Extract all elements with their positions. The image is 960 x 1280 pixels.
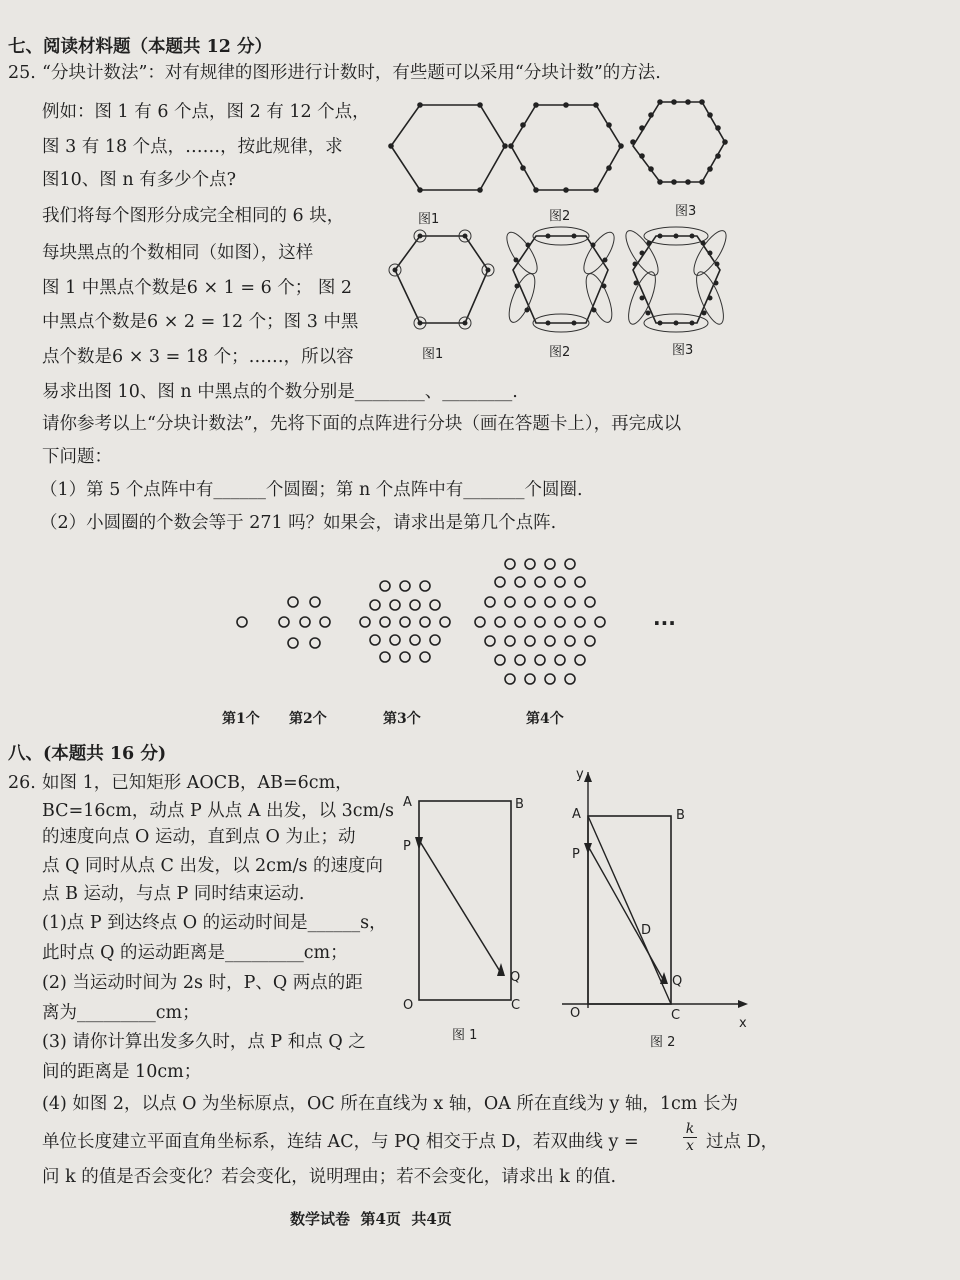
q26-line11: 间的距离是 10cm； [42, 1062, 202, 1082]
hex-top-label-3: 图3 [675, 204, 697, 219]
hex-bottom-label-1: 图1 [422, 347, 444, 362]
q26-line7: 此时点 Q 的运动距离是_________cm； [42, 943, 348, 963]
fig1-label-B: B [515, 797, 524, 812]
q25-line1: “分块计数法”：对有规律的图形进行计数时，有些题可以采用“分块计数”的方法. [42, 63, 661, 83]
section8-heading: 八、(本题共 16 分) [8, 744, 167, 764]
fig1-caption: 图 1 [452, 1028, 478, 1043]
fig1-label-Q: Q [510, 970, 521, 985]
hex-top-label-2: 图2 [549, 209, 571, 224]
q25-line12: 下问题： [42, 447, 112, 467]
q26-line2: BC=16cm，动点 P 从点 A 出发，以 3cm/s [42, 801, 395, 821]
q26-line4: 点 Q 同时从点 C 出发，以 2cm/s 的速度向 [42, 856, 384, 876]
q25-line6: 每块黑点的个数相同（如图），这样 [42, 243, 314, 263]
hexagon-figures [380, 90, 760, 370]
q26-line3: 的速度向点 O 运动，直到点 O 为止；动 [42, 827, 356, 847]
hex-bottom-label-3: 图3 [672, 343, 694, 358]
fraction-numerator: k [683, 1121, 697, 1138]
fig2-label-B: B [676, 808, 685, 823]
q26-line9: 离为_________cm； [42, 1003, 200, 1023]
q26-number: 26. [8, 773, 36, 793]
fig2-label-A: A [572, 807, 581, 822]
fig2-caption: 图 2 [650, 1035, 676, 1050]
lattice-label-3: 第3个 [383, 711, 421, 727]
page-footer: 数学试卷 第4页 共4页 [290, 1210, 452, 1228]
q25-line11: 请你参考以上“分块计数法”，先将下面的点阵进行分块（画在答题卡上），再完成以 [42, 414, 682, 434]
lattice-label-1: 第1个 [222, 711, 260, 727]
q25-sub2: （2）小圆圈的个数会等于 271 吗？如果会，请求出是第几个点阵. [40, 513, 557, 533]
section7-heading: 七、阅读材料题（本题共 12 分） [8, 37, 273, 57]
fig2-label-y: y [576, 767, 584, 782]
q25-line4: 图10、图 n 有多少个点? [42, 170, 237, 190]
q26-line13b: 过点 D， [706, 1132, 779, 1152]
q25-line10: 易求出图 10、图 n 中黑点的个数分别是________、________. [42, 382, 518, 402]
fig2-label-D: D [641, 923, 652, 938]
q25-line5: 我们将每个图形分成完全相同的 6 块， [42, 206, 345, 226]
fig1-label-O: O [403, 998, 414, 1013]
q26-line8: (2) 当运动时间为 2s 时，P、Q 两点的距 [42, 973, 363, 993]
figure-1 [398, 790, 538, 1050]
fig1-label-P: P [403, 839, 411, 854]
fraction-k-over-x [683, 1121, 697, 1154]
fraction-denominator: x [686, 1138, 694, 1154]
q25-line7: 图 1 中黑点个数是6 × 1 = 6 个； 图 2 [42, 278, 353, 298]
figure-2 [558, 768, 758, 1058]
q25-line9: 点个数是6 × 3 = 18 个；……，所以容 [42, 347, 354, 367]
q25-sub1: （1）第 5 个点阵中有______个圆圈；第 n 个点阵中有_______个圆圈. [40, 480, 583, 500]
hex-bottom-label-2: 图2 [549, 345, 571, 360]
fig1-label-C: C [511, 998, 521, 1013]
q26-line6: (1)点 P 到达终点 O 的运动时间是______s， [42, 913, 387, 933]
circle-lattices [225, 550, 705, 700]
lattice-label-4: 第4个 [526, 711, 564, 727]
q25-number: 25. [8, 63, 36, 83]
q26-line13a: 单位长度建立平面直角坐标系，连结 AC，与 PQ 相交于点 D，若双曲线 y = [42, 1132, 639, 1152]
fig2-label-O: O [570, 1006, 581, 1021]
fig2-label-Q: Q [672, 974, 683, 989]
q25-line8: 中黑点个数是6 × 2 = 12 个；图 3 中黑 [42, 312, 359, 332]
fig2-label-x: x [739, 1016, 747, 1031]
q25-line2: 例如：图 1 有 6 个点，图 2 有 12 个点， [42, 102, 370, 122]
q26-line10: (3) 请你计算出发多久时，点 P 和点 Q 之 [42, 1032, 366, 1052]
lattice-ellipsis: ··· [653, 611, 676, 635]
q26-line12: (4) 如图 2，以点 O 为坐标原点，OC 所在直线为 x 轴，OA 所在直线为 y 轴，1cm 长为 [42, 1094, 738, 1114]
fig2-label-C: C [671, 1008, 681, 1023]
q26-line5: 点 B 运动，与点 P 同时结束运动. [42, 884, 305, 904]
q25-line3: 图 3 有 18 个点，……，按此规律，求 [42, 137, 343, 157]
hex-top-label-1: 图1 [418, 212, 440, 227]
lattice-label-2: 第2个 [289, 711, 327, 727]
fig2-label-P: P [572, 847, 580, 862]
fig1-label-A: A [403, 795, 412, 810]
q26-line14: 问 k 的值是否会变化？若会变化，说明理由；若不会变化，请求出 k 的值. [42, 1167, 617, 1187]
q26-line1: 如图 1，已知矩形 AOCB，AB=6cm， [42, 773, 353, 793]
